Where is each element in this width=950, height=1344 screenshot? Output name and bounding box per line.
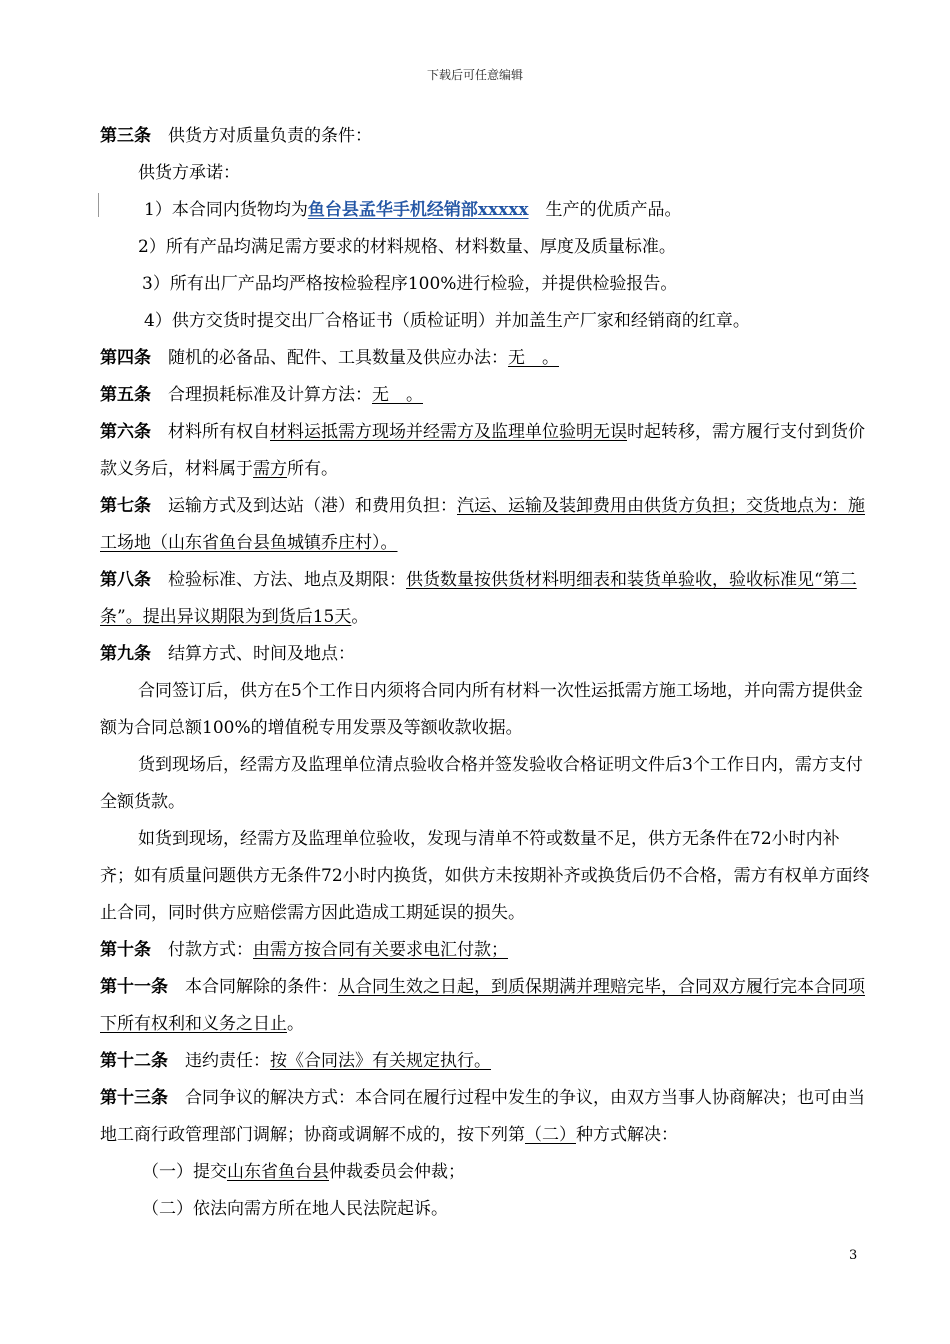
- page-header: 下载后可任意编辑: [426, 68, 523, 82]
- article-13: 第十三条 合同争议的解决方式：本合同在履行过程中发生的争议，由双方当事人协商解决；也可由当地工商行政管理部门调解；协商或调解不成的，按下列第（二）种方式解决：: [100, 1088, 865, 1145]
- article-7: 第七条 运输方式及到达站（港）和费用负担：汽运、运输及装卸费用由供货方负担；交货地点为：施工场地（山东省鱼台县鱼城镇乔庄村）。: [100, 496, 865, 553]
- company-name: 鱼台县孟华手机经销部: [307, 200, 478, 220]
- revision-bar: [98, 193, 99, 217]
- page-number: 3: [849, 1248, 858, 1263]
- article-4: 第四条 随机的必备品、配件、工具数量及供应办法：无 。: [100, 348, 559, 368]
- article-3-promise: 供货方承诺：: [138, 163, 240, 183]
- article-3-item-4: 4）供方交货时提交出厂合格证书（质检证明）并加盖生产厂家和经销商的红章。: [144, 311, 750, 331]
- article-3-item-2: 2）所有产品均满足需方要求的材料规格、材料数量、厚度及质量标准。: [138, 237, 676, 257]
- contract-body: [100, 118, 870, 1228]
- article-9-para-1: 合同签订后，供方在5个工作日内须将合同内所有材料一次性运抵需方施工场地，并向需方提供金额为合同总额100%的增值税专用发票及等额收款收据。: [100, 681, 863, 738]
- article-13-option-1: （一）提交山东省鱼台县仲裁委员会仲裁；: [142, 1162, 465, 1182]
- article-11: 第十一条 本合同解除的条件：从合同生效之日起，到质保期满并理赔完毕，合同双方履行完本合同项下所有权利和义务之日止。: [100, 977, 865, 1034]
- article-6: 第六条 材料所有权自材料运抵需方现场并经需方及监理单位验明无误时起转移，需方履行支付到货价款义务后，材料属于需方所有。: [100, 422, 865, 479]
- article-5: 第五条 合理损耗标准及计算方法：无 。: [100, 385, 423, 405]
- article-13-option-2: （二）依法向需方所在地人民法院起诉。: [142, 1199, 448, 1219]
- article-3-item-3: 3）所有出厂产品均严格按检验程序100%进行检验，并提供检验报告。: [142, 274, 678, 294]
- article-12: 第十二条 违约责任：按《合同法》有关规定执行。: [100, 1051, 491, 1071]
- article-3-item-1: 1）本合同内货物均为鱼台县孟华手机经销部xxxxx 生产的优质产品。: [144, 200, 682, 220]
- article-3: 第三条 供货方对质量负责的条件：: [100, 126, 372, 146]
- article-8: 第八条 检验标准、方法、地点及期限：供货数量按供货材料明细表和装货单验收，验收标准见“第二条”。提出异议期限为到货后15天。: [100, 570, 857, 627]
- article-9-para-3: 如货到现场，经需方及监理单位验收，发现与清单不符或数量不足，供方无条件在72小时内补齐；如有质量问题供方无条件72小时内换货，如供方未按期补齐或换货后仍不合格，需方有权单方面终止合同，同时供方应赔偿需方因此造成工期延误的损失。: [100, 829, 870, 923]
- company-placeholder: xxxxx: [477, 200, 529, 220]
- article-9: 第九条 结算方式、时间及地点：: [100, 644, 355, 664]
- article-10: 第十条 付款方式：由需方按合同有关要求电汇付款；: [100, 940, 508, 960]
- article-9-para-2: 货到现场后，经需方及监理单位清点验收合格并签发验收合格证明文件后3个工作日内，需方支付全额货款。: [100, 755, 863, 812]
